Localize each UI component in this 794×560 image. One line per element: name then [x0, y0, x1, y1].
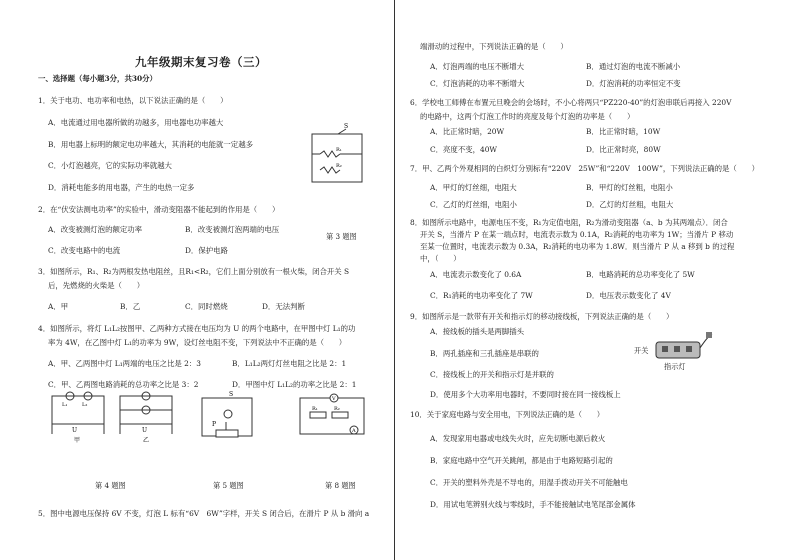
- q8-stem-line3: 至某一位置时，电流表示数为 0.3A，R₂消耗的电功率为 1.8W．则当滑片 P 从 a 移到 b 的过程: [420, 242, 735, 251]
- q3-option-b: B．乙: [120, 302, 141, 311]
- q5-stem-cont: 端滑动的过程中，下列说法正确的是（ ）: [420, 42, 568, 51]
- q9-option-a: A．接线板的插头是两脚插头: [430, 327, 525, 336]
- section-heading: 一、选择题（每小题3分，共30分）: [38, 74, 157, 83]
- fig4-l1-label: L₁: [62, 402, 68, 408]
- q9-stem: 9．如图所示是一款带有开关和指示灯的移动接线板，下列说法正确的是（ ）: [410, 312, 674, 321]
- q9-option-c: C．接线板上的开关和指示灯是并联的: [430, 370, 554, 379]
- figure-8-caption: 第 8 题图: [325, 481, 356, 490]
- q1-option-a: A．电流通过用电器所做的功越多，用电器电功率越大: [48, 118, 224, 127]
- q7-stem: 7．甲、乙两个外观相同的白炽灯分别标有“220V 25W”和“220V 100W”，下列说法正确的是（ ）: [410, 164, 759, 173]
- fig8-voltmeter-label: V: [332, 396, 336, 402]
- fig8-r1-label: R₁: [312, 406, 318, 412]
- power-strip-switch-label: 开关: [634, 346, 649, 355]
- q6-option-a: A．比正常时暗，20W: [430, 127, 505, 136]
- page-title: 九年级期末复习卷（三）: [135, 55, 267, 69]
- q8-option-a: A．电流表示数变化了 0.6A: [430, 270, 522, 279]
- figure-5-circuit: [198, 392, 258, 442]
- q6-option-d: D．比正常时亮，80W: [586, 145, 661, 154]
- q6-option-c: C．亮度不变，40W: [430, 145, 497, 154]
- q1-stem: 1．关于电功、电功率和电热，以下说法正确的是（ ）: [38, 96, 228, 105]
- q10-option-a: A．发现家用电器或电线失火时，应先切断电源后救火: [430, 434, 606, 443]
- fig4-label-jia: 甲: [74, 437, 81, 444]
- fig3-r1-label: R₁: [336, 147, 342, 153]
- q8-option-c: C．R₁消耗的电功率变化了 7W: [430, 291, 533, 300]
- q1-option-b: B．用电器上标明的额定电功率越大，其消耗的电能就一定越多: [48, 140, 253, 149]
- q2-option-b: B．改变被测灯泡两端的电压: [185, 225, 280, 234]
- q3-option-c: C．同时燃烧: [185, 302, 228, 311]
- q9-option-d: D．使用多个大功率用电器时，不要同时接在同一接线板上: [430, 390, 621, 399]
- q1-option-c: C．小灯泡越亮，它的实际功率就越大: [48, 161, 172, 170]
- fig4-l2-label: L₂: [82, 402, 88, 408]
- q4-stem-cont: 率为 4W，在乙图中灯 L₁的功率为 9W，设灯丝电阻不变，下列说法中不正确的是（ ）: [48, 338, 347, 347]
- q10-option-d: D．用试电笔辨别火线与零线时，手不能接触试电笔尾部金属体: [430, 500, 636, 509]
- q7-option-c: C．乙灯的灯丝细，电阻小: [430, 200, 517, 209]
- figure-4-circuits: [48, 390, 178, 445]
- q2-stem: 2．在“伏安法测电功率”的实验中，滑动变阻器不能起到的作用是（ ）: [38, 205, 280, 214]
- figure-5-caption: 第 5 题图: [213, 481, 244, 490]
- figure-4-caption: 第 4 题图: [95, 481, 126, 490]
- q4-option-b: B．L₁L₂两灯灯丝电阻之比是 2：1: [232, 359, 347, 368]
- q6-stem-cont: 的电路中，这两个灯泡工作时的亮度及每个灯泡的功率是（ ）: [420, 112, 635, 121]
- q3-option-a: A．甲: [48, 302, 69, 311]
- q2-option-c: C．改变电路中的电流: [48, 246, 121, 255]
- q1-option-d: D．消耗电能多的用电器，产生的电热一定多: [48, 183, 195, 192]
- fig8-ammeter-label: A: [352, 428, 356, 434]
- q7-option-b: B．甲灯的灯丝粗，电阻小: [586, 183, 673, 192]
- q8-option-d: D．电压表示数变化了 4V: [586, 291, 671, 300]
- q5-option-c: C．灯泡消耗的功率不断增大: [430, 79, 525, 88]
- q8-stem-line2: 开关 S，当滑片 P 在某一端点时，电流表示数为 0.1A，R₂消耗的电功率为 1W；当滑片 P 移动: [420, 230, 734, 239]
- q3-stem: 3．如图所示，R₁、R₂为两根发热电阻丝，且R₁<R₂，它们上面分别放有一根火柴，闭合开关 S: [38, 267, 350, 276]
- column-divider: [394, 0, 395, 560]
- q7-option-a: A．甲灯的灯丝细，电阻大: [430, 183, 517, 192]
- q5-stem: 5．图中电源电压保持 6V 不变，灯泡 L 标有“6V 6W”字样，开关 S 闭合后，在滑片 P 从 b 滑向 a: [38, 509, 370, 518]
- q10-option-c: C．开关的塑料外壳是不导电的，用湿手拨动开关不可能触电: [430, 478, 628, 487]
- q6-option-b: B．比正常时暗，10W: [586, 127, 661, 136]
- q3-option-d: D．无法判断: [262, 302, 305, 311]
- fig4-voltage-label-a: U: [72, 427, 78, 434]
- q8-stem-line4: 中，（ ）: [420, 254, 461, 263]
- q10-stem: 10．关于家庭电路与安全用电，下列说法正确的是（ ）: [410, 410, 605, 419]
- fig4-voltage-label-b: U: [142, 427, 148, 434]
- power-strip-lamp-label: 指示灯: [664, 362, 686, 371]
- q7-option-d: D．乙灯的灯丝粗，电阻大: [586, 200, 674, 209]
- q5-option-d: D．灯泡消耗的功率恒定不变: [586, 79, 681, 88]
- q5-option-a: A．灯泡两端的电压不断增大: [430, 62, 525, 71]
- fig3-switch-label: S: [344, 123, 349, 130]
- q3-stem-cont: 后，先燃烧的火柴是（ ）: [48, 281, 145, 290]
- figure-8-circuit: [296, 392, 371, 440]
- q4-option-a: A．甲、乙两图中灯 L₁两端的电压之比是 2：3: [48, 359, 201, 368]
- q8-option-b: B．电路消耗的总功率变化了 5W: [586, 270, 695, 279]
- q5-option-b: B．通过灯泡的电流不断减小: [586, 62, 681, 71]
- fig3-r2-label: R₂: [336, 163, 342, 169]
- q4-option-c: C．甲、乙两图电路消耗的总功率之比是 3：2: [48, 380, 199, 389]
- figure-3-circuit: [308, 124, 368, 184]
- fig4-label-yi: 乙: [143, 437, 150, 444]
- q4-option-d: D．甲图中灯 L₁L₂的功率之比是 2：1: [232, 380, 357, 389]
- fig8-r2-label: R₂: [334, 406, 340, 412]
- q8-stem: 8．如图所示电路中，电源电压不变，R₁为定值电阻，R₂为滑动变阻器（a、b 为其两端点）．闭合: [410, 218, 728, 227]
- q2-option-d: D．保护电路: [185, 246, 228, 255]
- q2-option-a: A．改变被测灯泡的额定功率: [48, 225, 143, 234]
- q9-option-b: B．两孔插座和三孔插座是串联的: [430, 349, 539, 358]
- fig5-switch-label: S: [229, 391, 234, 398]
- q4-stem: 4．如图所示，将灯 L₁L₂按图甲、乙两种方式接在电压均为 U 的两个电路中，在甲图中灯 L₁的功: [38, 324, 356, 333]
- fig5-p-label: P: [212, 421, 217, 428]
- q6-stem: 6．学校电工师傅在布置元旦晚会的会场时，不小心将两只“PZ220-40”的灯泡串联后再接入 220V: [410, 98, 732, 107]
- figure-3-caption: 第 3 题图: [326, 232, 357, 241]
- power-strip-image: [652, 332, 714, 362]
- q10-option-b: B．家庭电路中空气开关跳闸，都是由于电路短路引起的: [430, 456, 613, 465]
